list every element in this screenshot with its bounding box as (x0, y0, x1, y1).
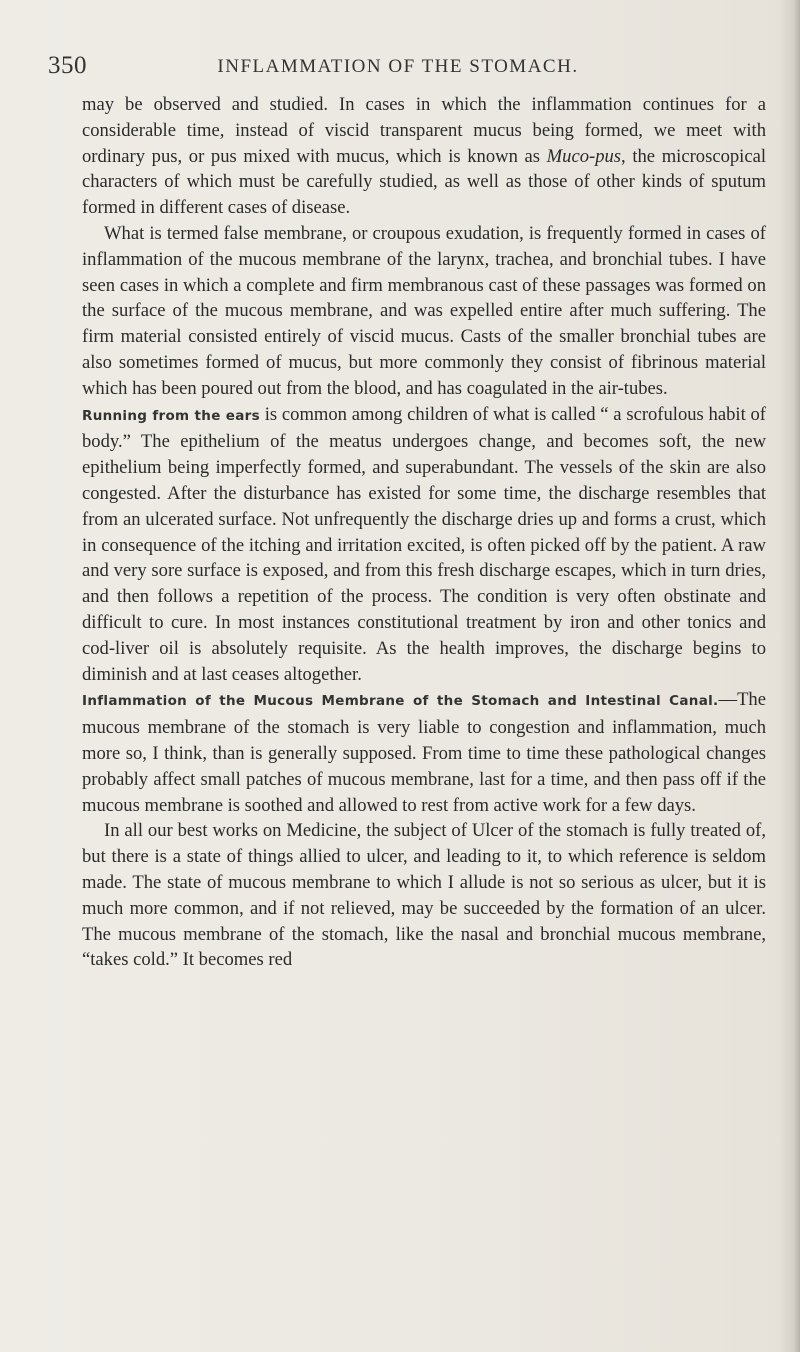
body-text (82, 92, 766, 973)
paragraph-muco-pus (82, 92, 766, 221)
page-number: 350 (48, 52, 87, 79)
running-head: INFLAMMATION OF THE STOMACH. (217, 56, 579, 77)
paragraph-text: , the microscopical characters of which must be carefully studied, as well as those of other kinds of sputum formed in different cases of disease. (82, 145, 766, 219)
page-edge-shadow (778, 0, 800, 1352)
paragraph-ulcer: In all our best works on Medicine, the subject of Ulcer of the stomach is fully treated of, but there is a state of things allied to ulcer, and leading to it, to which reference is seldom made. The state of mucous membrane to which I allude is not so serious as ulcer, but it is much more common, and if not relieved, may be succeeded by the formation of an ulcer. The mucous membrane of the stomach, like the nasal and bronchial mucous membrane, “takes cold.” It becomes red (82, 820, 766, 971)
paragraph-text: —The mucous membrane of the stomach is very liable to congestion and inflammation, much more so, I think, than is generally supposed. From time to time these pathological changes probably affect small patches of mucous membrane, last for a time, and then pass off if the mucous membrane is soothed and allowed to rest from active work for a few days. (82, 689, 766, 816)
page-header (48, 52, 748, 88)
inline-heading: Running from the ears (82, 407, 260, 424)
paragraph-inflammation-stomach (82, 687, 766, 818)
paragraph-text: is common among children of what is called “ a scrofulous habit of body.” The epithelium of the meatus undergoes change, and becomes soft, the new epithelium being imperfectly formed, and superabundant. The vessels of the skin are also congested. After the disturbance has existed for some time, the discharge resembles that from an ulcerated surface. Not unfrequently the discharge dries up and forms a crust, which in consequence of the itching and irritation excited, is often picked off by the patient. A raw and very sore surface is exposed, and from this fresh discharge escapes, which in turn dries, and then follows a repetition of the process. The condition is very often obstinate and difficult to cure. In most instances constitutional treatment by iron and other tonics and cod-liver oil is absolutely requisite. As the health improves, the discharge begins to diminish and at last ceases altogether. (82, 403, 766, 685)
inline-heading: Inflammation of the Mucous Membrane of the Stomach and Intestinal Canal. (82, 693, 719, 710)
paragraph-text: may be observed and studied. In cases in which the inflammation continues for a considerable time, instead of viscid transparent mucus being formed, we meet with ordinary pus, or pus mixed with mucus, which is known as (82, 94, 766, 167)
paragraph-running-from-ears (82, 402, 766, 688)
italic-term: Muco-pus (546, 145, 622, 167)
paragraph-false-membrane: What is termed false membrane, or croupous exudation, is frequently formed in cases of inflammation of the mucous membrane of the larynx, trachea, and bronchial tubes. I have seen cases in which a complete and firm membranous cast of these passages was formed on the surface of the mucous membrane, and was expelled entire after much suffering. The firm material consisted entirely of viscid mucus. Casts of the smaller bronchial tubes are also sometimes formed of mucus, but more commonly they consist of fibrinous material which has been poured out from the blood, and has coagulated in the air-tubes. (82, 222, 766, 399)
